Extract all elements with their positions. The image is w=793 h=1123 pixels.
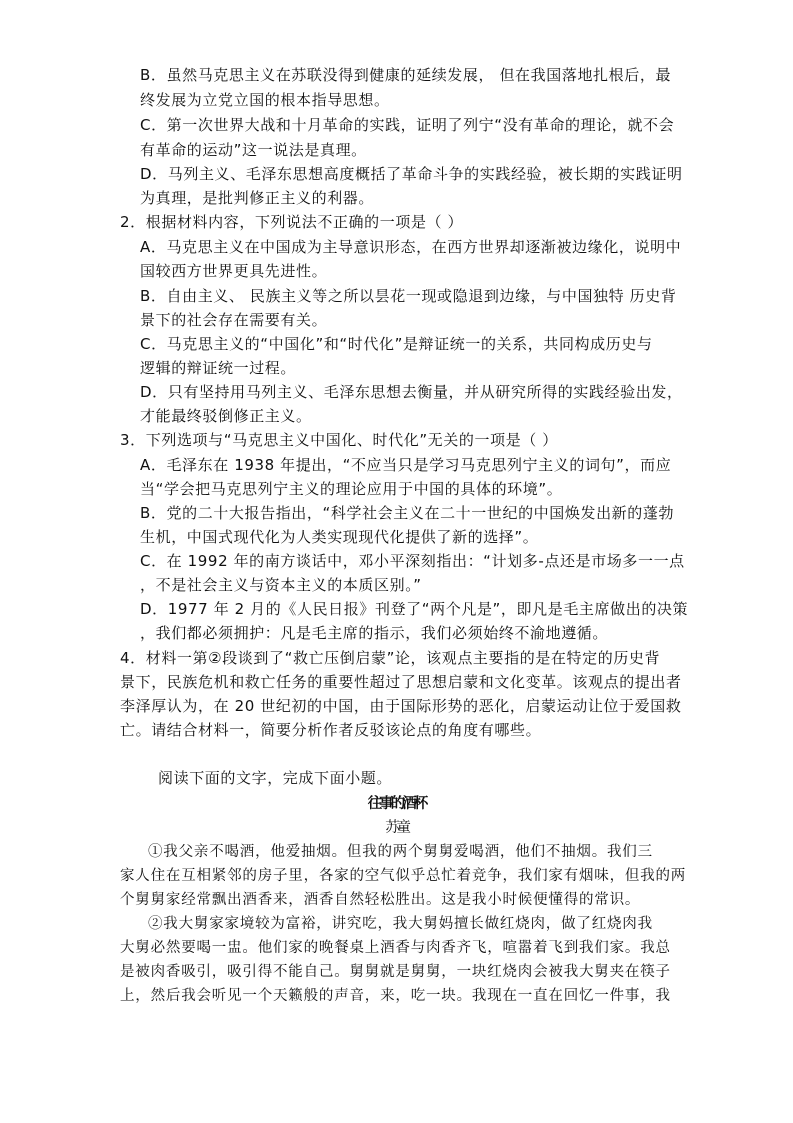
q3-option-d-line-2: ，我们都必须拥护：凡是毛主席的指示，我们必须始终不渝地遵循。 [140,624,609,642]
q2-option-b-line-1: B．自由主义、 民族主义等之所以昙花一现或隐退到边缘，与中国独特 历史背 [140,287,677,305]
q2-option-b-line-2: 景下的社会存在需要有关。 [140,311,328,329]
passage-para1-line-2: 家人住在互相紧邻的房子里，各家的空气似乎总忙着竞争，我们家有烟味，但我的两 [120,868,687,884]
passage-para2-line-3: 是被肉香吸引，吸引得不能自己。舅舅就是舅舅，一块红烧肉会被我大舅夹在筷子 [120,964,671,980]
q3-option-b-line-1: B．党的二十大报告指出，“科学社会主义在二十一世纪的中国焕发出新的蓬勃 [140,504,675,522]
q1-option-c-line-2: 有革命的运动”这一说法是真理。 [140,141,367,159]
passage-para1-line-3: 个舅舅家经常飘出酒香来，酒香自然轻松胜出。这是我小时候便懂得的常识。 [120,892,641,908]
passage-para2-line-4: 上，然后我会听见一个天籁般的声音，来，吃一块。我现在一直在回忆一件事，我 [120,988,671,1004]
q3-option-a-line-2: 当“学会把马克思列宁主义的理论应用于中国的具体的环境”。 [140,480,563,498]
q1-option-b-line-2: 终发展为立党立国的根本指导思想。 [140,91,390,109]
q2-option-a-line-2: 国较西方世界更具先进性。 [140,262,328,280]
q3-option-d-line-1: D．1977 年 2 月的《人民日报》刊登了“两个凡是”，即凡是毛主席做出的决策 [140,600,689,618]
q4-line-1: 4．材料一第②段谈到了“救亡压倒启蒙”论，该观点主要指的是在特定的历史背 [120,649,661,667]
q2-option-c-line-2: 逻辑的辩证统一过程。 [140,359,297,377]
q3-option-c-line-2: ，不是社会主义与资本主义的本质区别。” [140,576,422,594]
reading-instruction: 阅读下面的文字，完成下面小题。 [158,769,393,787]
passage-author: 苏童 [385,820,408,836]
q2-option-c-line-1: C．马克思主义的“中国化”和“时代化”是辩证统一的关系，共同构成历史与 [140,335,653,353]
q1-option-d-line-2: 为真理，是批判修正主义的利器。 [140,189,375,207]
q3-option-a-line-1: A．毛泽东在 1938 年提出，“不应当只是学习马克思列宁主义的词句”，而应 [140,456,672,474]
q2-option-a-line-1: A．马克思主义在中国成为主导意识形态，在西方世界却逐渐被边缘化，说明中 [140,238,682,256]
passage-para2-line-1: ②我大舅家家境较为富裕，讲究吃，我大舅妈擅长做红烧肉，做了红烧肉我 [148,916,653,932]
q4-line-3: 李泽厚认为，在 20 世纪初的中国，由于国际形势的恶化，启蒙运动让位于爱国救 [120,697,682,715]
passage-para2-line-2: 大舅必然要喝一盅。他们家的晚餐桌上酒香与肉香齐飞，喧嚣着飞到我们家。我总 [120,940,671,956]
passage-title: 往事的酒杯 [367,795,426,812]
q3-option-b-line-2: 生机，中国式现代化为人类实现现代化提供了新的选择”。 [140,528,539,546]
q1-option-c-line-1: C．第一次世界大战和十月革命的实践，证明了列宁“没有革命的理论，就不会 [140,116,675,134]
q2-option-d-line-2: 才能最终驳倒修正主义。 [140,407,312,425]
q3-option-c-line-1: C．在 1992 年的南方谈话中，邓小平深刻指出：“计划多-点还是市场多一一点 [140,552,685,570]
q2-option-d-line-1: D．只有坚持用马列主义、毛泽东思想去衡量，并从研究所得的实践经验出发， [140,383,683,401]
q4-line-4: 亡。请结合材料一，简要分析作者反驳该论点的角度有哪些。 [120,721,542,739]
passage-para1-line-1: ①我父亲不喝酒，他爱抽烟。但我的两个舅舅爱喝酒，他们不抽烟。我们三 [148,844,653,860]
q2-stem: 2．根据材料内容，下列说法不正确的一项是（ ） [120,213,464,231]
q1-option-d-line-1: D．马列主义、毛泽东思想高度概括了革命斗争的实践经验，被长期的实践证明 [140,165,683,183]
q3-stem: 3．下列选项与“马克思主义中国化、时代化”无关的一项是（ ） [120,431,558,449]
q4-line-2: 景下，民族危机和救亡任务的重要性超过了思想启蒙和文化变革。该观点的提出者 [120,673,682,691]
q1-option-b-line-1: B．虽然马克思主义在苏联没得到健康的延续发展， 但在我国落地扎根后，最 [140,66,672,84]
